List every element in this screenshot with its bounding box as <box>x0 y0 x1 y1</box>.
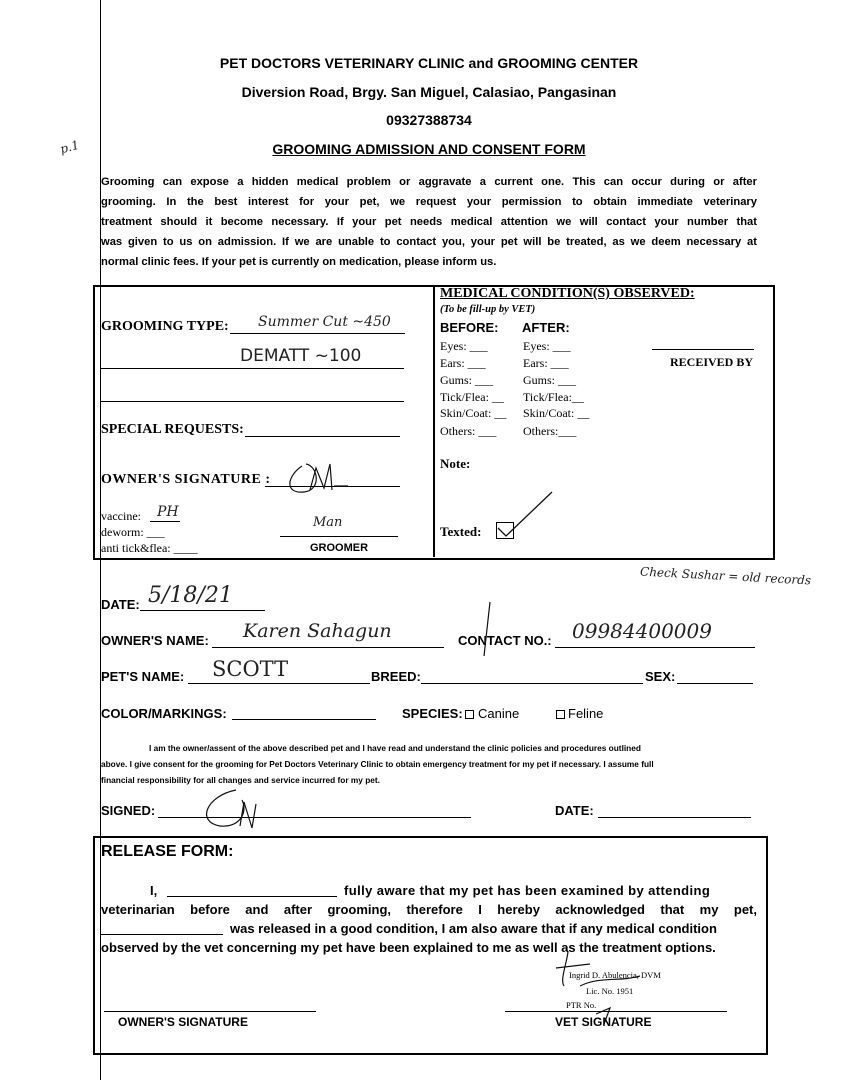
sex-line[interactable] <box>677 683 753 684</box>
release-line2: veterinarian before and after grooming, therefore I hereby acknowledged that my pet, <box>101 902 757 917</box>
release-owner-name-line[interactable] <box>167 896 337 897</box>
intro-line: normal clinic fees. If your pet is currently on medication, please inform us. <box>101 256 497 268</box>
pet-name-line <box>188 683 370 684</box>
sex-label: SEX: <box>645 669 676 684</box>
vet-stamp-ptr: PTR No. <box>566 1000 597 1010</box>
signed-label: SIGNED: <box>101 803 156 818</box>
form-title: GROOMING ADMISSION AND CONSENT FORM <box>272 141 586 157</box>
release-line3: was released in a good condition, I am also aware that if any medical condition <box>230 921 717 936</box>
texted-label: Texted: <box>440 524 482 539</box>
groomer-label: GROOMER <box>309 542 369 554</box>
received-by-line[interactable] <box>652 349 754 350</box>
date-label: DATE: <box>101 597 140 612</box>
grooming-type-value-2[interactable]: DEMATT ~100 <box>240 346 362 366</box>
contact-label: CONTACT NO.: <box>458 633 552 648</box>
received-by-label: RECEIVED BY <box>670 355 754 369</box>
side-note: Check Sushar = old records <box>639 564 812 588</box>
vet-signature-line[interactable] <box>505 1011 727 1012</box>
species-label: SPECIES: <box>402 706 463 721</box>
breed-label: BREED: <box>371 669 421 684</box>
date-value[interactable]: 5/18/21 <box>148 583 233 608</box>
signed-date-label: DATE: <box>555 803 594 818</box>
after-label: AFTER: <box>522 320 570 335</box>
before-skin-coat: Skin/Coat: __ <box>440 406 507 420</box>
after-tick-flea: Tick/Flea:__ <box>523 390 584 404</box>
page-note: p.1 <box>58 137 81 157</box>
intro-line: treatment should it become necessary. If your pet needs medical attention we will contact your number that <box>101 216 757 228</box>
grooming-type-line-2 <box>101 368 404 369</box>
before-label: BEFORE: <box>440 320 499 335</box>
grooming-type-line-3 <box>101 401 404 402</box>
owner-name-value[interactable]: Karen Sahagun <box>243 620 392 642</box>
clinic-address: Diversion Road, Brgy. San Miguel, Calasiao, Pangasinan <box>241 84 617 100</box>
release-line4: observed by the vet concerning my pet have been explained to me as well as the treatment options. <box>101 940 716 955</box>
special-requests-line[interactable] <box>245 436 400 437</box>
release-line1-b: fully aware that my pet has been examined by attending <box>344 883 711 898</box>
box-divider <box>433 286 435 557</box>
grooming-type-value-1[interactable]: Summer Cut ~450 <box>258 314 391 330</box>
species-feline-checkbox[interactable] <box>556 710 565 719</box>
consent-line: above. I give consent for the grooming for Pet Doctors Veterinary Clinic to obtain emergency treatment for my pet if necessary. I assume full <box>101 759 654 769</box>
owner-signature-release-line[interactable] <box>104 1011 316 1012</box>
medical-title: MEDICAL CONDITION(S) OBSERVED: <box>440 286 695 301</box>
owner-signature-label: OWNER'S SIGNATURE : <box>101 472 271 487</box>
deworm-label: deworm: ___ <box>101 525 165 539</box>
owner-signed-scribble <box>196 782 276 842</box>
intro-line: grooming. In the best interest for your pet, we request your permission to obtain immediate veterinary <box>101 196 757 208</box>
medical-subtitle: (To be fill-up by VET) <box>440 304 536 315</box>
date-line <box>140 610 265 611</box>
color-markings-label: COLOR/MARKINGS: <box>101 706 227 721</box>
color-markings-line[interactable] <box>232 719 376 720</box>
vet-signature-scribble <box>540 946 660 1026</box>
before-tick-flea: Tick/Flea: __ <box>440 390 504 404</box>
special-requests-label: SPECIAL REQUESTS: <box>101 422 244 437</box>
vaccine-line <box>150 521 180 522</box>
before-gums: Gums: ___ <box>440 373 494 387</box>
vet-stamp-name: Ingrid D. Abulencia, DVM <box>569 970 661 980</box>
before-others: Others: ___ <box>440 424 497 438</box>
intro-line: Grooming can expose a hidden medical problem or aggravate a current one. This can occur during or after <box>101 176 757 188</box>
after-gums: Gums: ___ <box>523 373 577 387</box>
owner-name-label: OWNER'S NAME: <box>101 633 209 648</box>
vet-stamp-license: Lic. No. 1951 <box>586 986 634 996</box>
species-feline-label: Feline <box>568 706 604 721</box>
owner-signature-release-label: OWNER'S SIGNATURE <box>118 1015 248 1029</box>
vaccine-label: vaccine: <box>101 509 141 523</box>
clinic-name: PET DOCTORS VETERINARY CLINIC and GROOMING CENTER <box>219 55 639 71</box>
note-label: Note: <box>440 456 471 471</box>
anti-tick-label: anti tick&flea: ____ <box>101 541 198 555</box>
release-pet-line[interactable] <box>101 934 223 935</box>
intro-line: was given to us on admission. If we are unable to contact you, your pet will be treated, as we deem necessary at <box>101 236 757 248</box>
clinic-phone: 09327388734 <box>386 112 472 128</box>
after-skin-coat: Skin/Coat: __ <box>523 406 590 420</box>
release-form-title: RELEASE FORM: <box>101 843 234 860</box>
contact-line <box>555 647 755 648</box>
vet-signature-label: VET SIGNATURE <box>555 1015 652 1029</box>
after-ears: Ears: ___ <box>523 356 569 370</box>
pet-name-value[interactable]: SCOTT <box>212 657 289 681</box>
contact-value[interactable]: 09984400009 <box>572 619 712 643</box>
contact-tick-mark <box>478 600 498 660</box>
breed-line[interactable] <box>421 683 643 684</box>
grooming-type-label: GROOMING TYPE: <box>101 319 229 334</box>
before-eyes: Eyes: ___ <box>440 339 488 353</box>
grooming-type-line-1 <box>230 333 405 334</box>
signed-date-line[interactable] <box>598 817 751 818</box>
owner-name-line <box>212 647 444 648</box>
pet-name-label: PET'S NAME: <box>101 669 185 684</box>
consent-paragraph <box>101 740 758 788</box>
consent-line: I am the owner/assent of the above described pet and I have read and understand the clinic policies and procedures outlined <box>149 743 641 753</box>
after-others: Others:___ <box>523 424 577 438</box>
consent-line: financial responsibility for all changes and service incurred for my pet. <box>101 775 380 785</box>
species-canine-checkbox[interactable] <box>465 710 474 719</box>
intro-paragraph <box>101 172 757 272</box>
species-canine-label: Canine <box>478 706 520 721</box>
groomer-line <box>280 536 398 537</box>
owner-signature-scribble <box>282 456 352 500</box>
release-line1-a: I, <box>150 883 158 898</box>
vaccine-value[interactable]: PH <box>157 504 179 520</box>
before-ears: Ears: ___ <box>440 356 486 370</box>
groomer-value[interactable]: Man <box>313 515 343 530</box>
texted-check-mark <box>496 490 556 540</box>
after-eyes: Eyes: ___ <box>523 339 571 353</box>
